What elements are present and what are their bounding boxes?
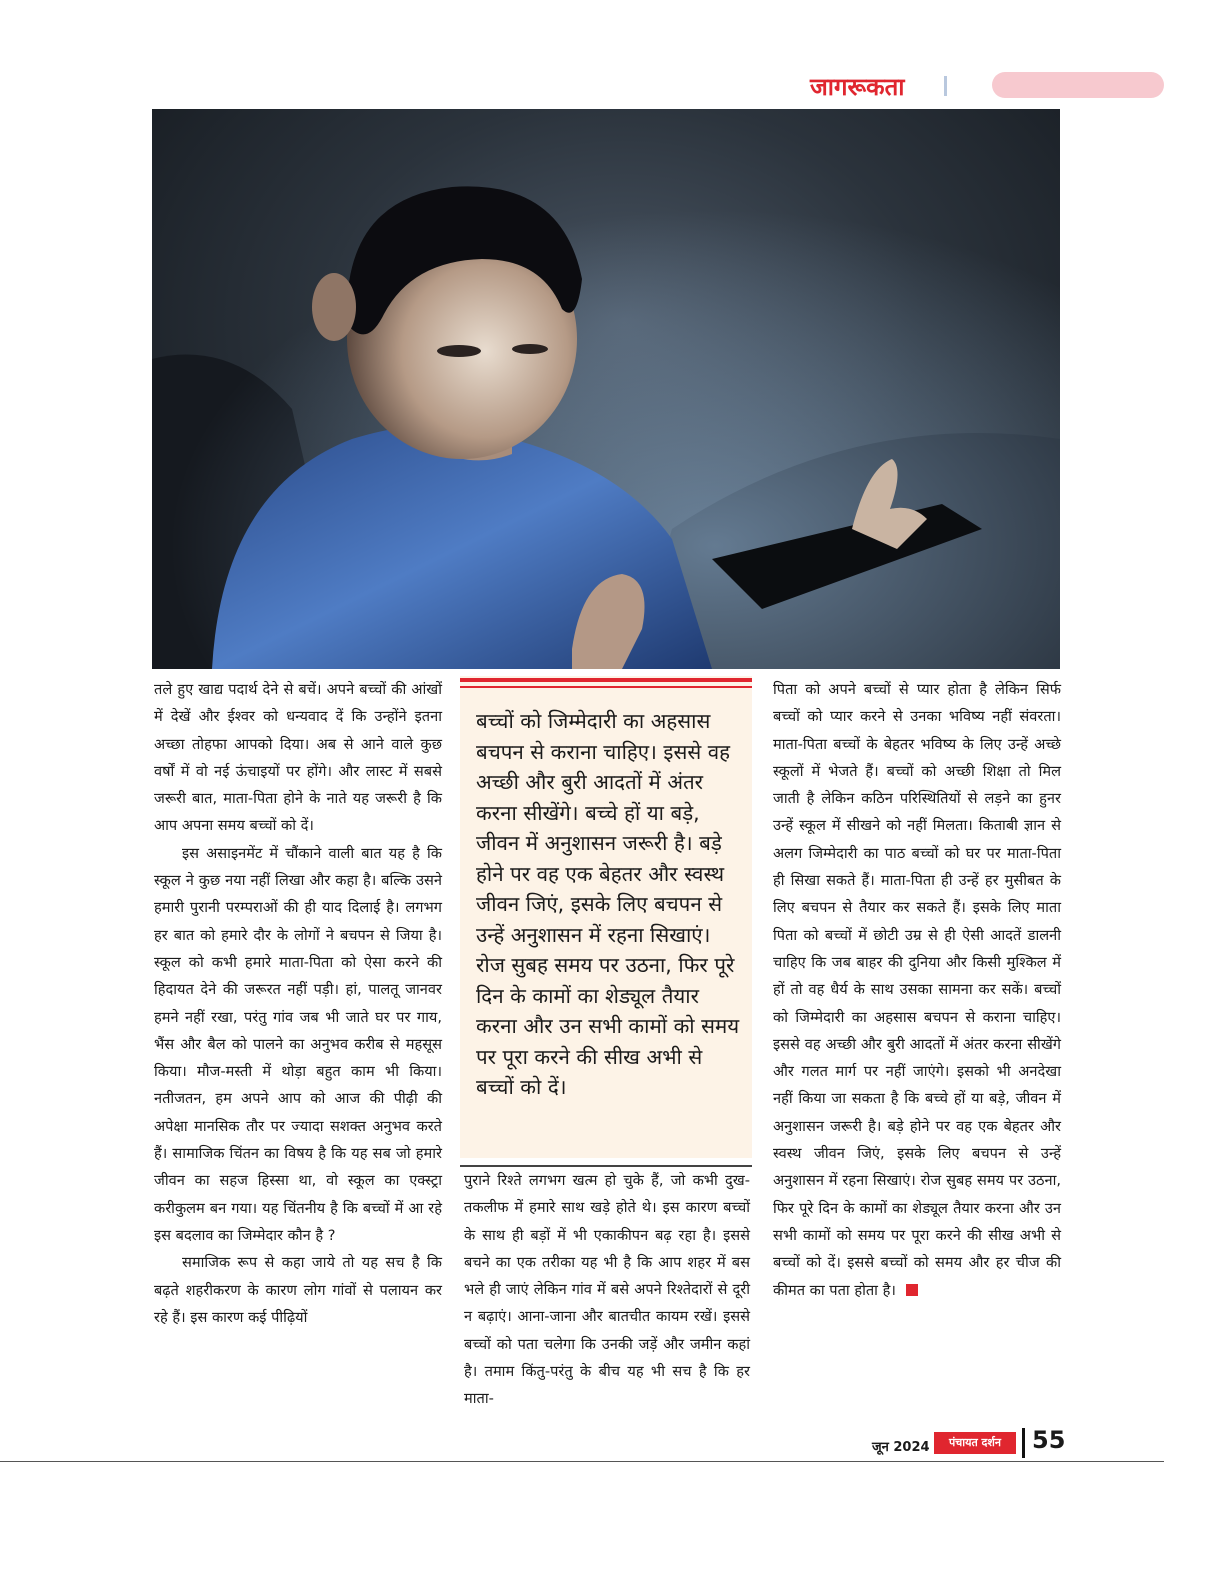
page-number: 55 (1032, 1426, 1066, 1454)
section-label: जागरूकता (810, 73, 905, 101)
article-column-right (773, 676, 1061, 1304)
pull-quote-rule-thin (460, 686, 752, 688)
footer-issue-date: जून 2024 (872, 1440, 930, 1455)
left-paragraph-3: समाजिक रूप से कहा जाये तो यह सच है कि बढ़ते शहरीकरण के कारण लोग गांवों से पलायन कर रहे हैं। इस कारण कई पीढ़ियों (154, 1254, 442, 1326)
article-column-left (154, 676, 442, 1331)
child-with-tablet-photo (152, 109, 1060, 669)
left-paragraph-2: इस असाइनमेंट में चौंकाने वाली बात यह है कि स्कूल ने कुछ नया नहीं लिखा और कहा है। बल्कि उसने हमारी पुरानी परम्पराओं की ही याद दिलाई है। लगभग हर बात को हमारे दौर के लोगों ने बचपन से जिया है। स्कूल को कभी हमारे माता-पिता को ऐसा करने की हिदायत देने की जरूरत नहीं पड़ी। हां, पालतू जानवर हमने नहीं रखा, परंतु गांव जब भी जाते घर पर गाय, भैंस और बैल को पालने का अनुभव करीब से महसूस किया। मौज-मस्ती में थोड़ा बहुत काम भी किया। नतीजतन, हम अपने आप को आज की पीढ़ी की अपेक्षा मानसिक तौर पर ज्यादा सशक्त अनुभव करते हैं। सामाजिक चिंतन का विषय है कि यह सब जो हमारे जीवन का सहज हिस्सा था, वो स्कूल का एक्स्ट्रा करीकुलम बन गया। यह चिंतनीय है कि बच्चों में आ रहे इस बदलाव का जिम्मेदार कौन है ? (154, 844, 442, 1244)
pull-quote-rule (460, 678, 752, 682)
left-paragraph-1: तले हुए खाद्य पदार्थ देने से बचें। अपने बच्चों की आंखों में देखें और ईश्वर को धन्यवाद दें कि उन्होंने इतना अच्छा तोहफा आपको दिया। अब से आने वाले कुछ वर्षों में वो नई ऊंचाइयों पर होंगे। और लास्ट में सबसे जरूरी बात, माता-पिता होने के नाते यह जरूरी है कि आप अपना समय बच्चों को दें। (154, 681, 442, 835)
right-paragraph (773, 676, 1061, 1304)
footer-magazine-logo: पंचायत दर्शन (934, 1432, 1016, 1454)
end-mark-icon (906, 1284, 918, 1296)
middle-paragraph: पुराने रिश्ते लगभग खत्म हो चुके हैं, जो कभी दुख-तकलीफ में हमारे साथ खड़े होते थे। इस कारण बच्चों के साथ ही बड़ों में भी एकाकीपन बढ़ रहा है। इससे बचने का एक तरीका यह भी है कि आप शहर में बस भले ही जाएं लेकिन गांव में बसे अपने रिश्तेदारों से दूरी न बढ़ाएं। आना-जाना और बातचीत कायम रखें। इससे बच्चों को पता चलेगा कि उनकी जड़ें और जमीन कहां है। तमाम किंतु-परंतु के बीच यह भी सच है कि हर माता- (464, 1172, 750, 1408)
footer-divider (1022, 1428, 1025, 1458)
pull-quote-text: बच्चों को जिम्मेदारी का अहसास बचपन से कराना चाहिए। इससे वह अच्छी और बुरी आदतों में अंतर करना सीखेंगे। बच्चे हों या बड़े, जीवन में अनुशासन जरूरी है। बड़े होने पर वह एक बेहतर और स्वस्थ जीवन जिएं, इसके लिए बचपन से उन्हें अनुशासन में रहना सिखाएं। रोज सुबह समय पर उठना, फिर पूरे दिन के कामों का शेड्यूल तैयार करना और उन सभी कामों को समय पर पूरा करने की सीख अभी से बच्चों को दें। (476, 709, 740, 1099)
header-pill-decoration (992, 72, 1164, 98)
right-paragraph-text: पिता को अपने बच्चों से प्यार होता है लेकिन सिर्फ बच्चों को प्यार करने से उनका भविष्य नहीं संवरता। माता-पिता बच्चों के बेहतर भविष्य के लिए उन्हें अच्छे स्कूलों में भेजते हैं। बच्चों को अच्छी शिक्षा तो मिल जाती है लेकिन कठिन परिस्थितियों से लड़ने का हुनर उन्हें स्कूल में सीखने को नहीं मिलता। किताबी ज्ञान से अलग जिम्मेदारी का पाठ बच्चों को घर पर माता-पिता ही सिखा सकते हैं। माता-पिता ही उन्हें हर मुसीबत के लिए बचपन से तैयार कर सकते हैं। इसके लिए माता पिता को बच्चों में छोटी उम्र से ही ऐसी आदतें डालनी चाहिए कि जब बाहर की दुनिया और किसी मुश्किल में हों तो वह धैर्य के साथ उसका सामना कर सकें। बच्चों को जिम्मेदारी का अहसास बचपन से कराना चाहिए। इससे वह अच्छी और बुरी आदतों में अंतर करना सीखेंगे और गलत मार्ग पर नहीं जाएंगे। इसको भी अनदेखा नहीं किया जा सकता है कि बच्चे हों या बड़े, जीवन में अनुशासन जरूरी है। बड़े होने पर वह एक बेहतर और स्वस्थ जीवन जिएं, इसके लिए बचपन से उन्हें अनुशासन में रहना सिखाएं। रोज सुबह समय पर उठना, फिर पूरे दिन के कामों का शेड्यूल तैयार करना और उन सभी कामों को समय पर पूरा करने की सीख अभी से बच्चों को दें। इससे बच्चों को समय और हर चीज की कीमत का पता होता है। (773, 681, 1061, 1299)
footer-rule (0, 1461, 1164, 1462)
article-column-middle (464, 1167, 750, 1413)
header-divider (944, 76, 947, 96)
